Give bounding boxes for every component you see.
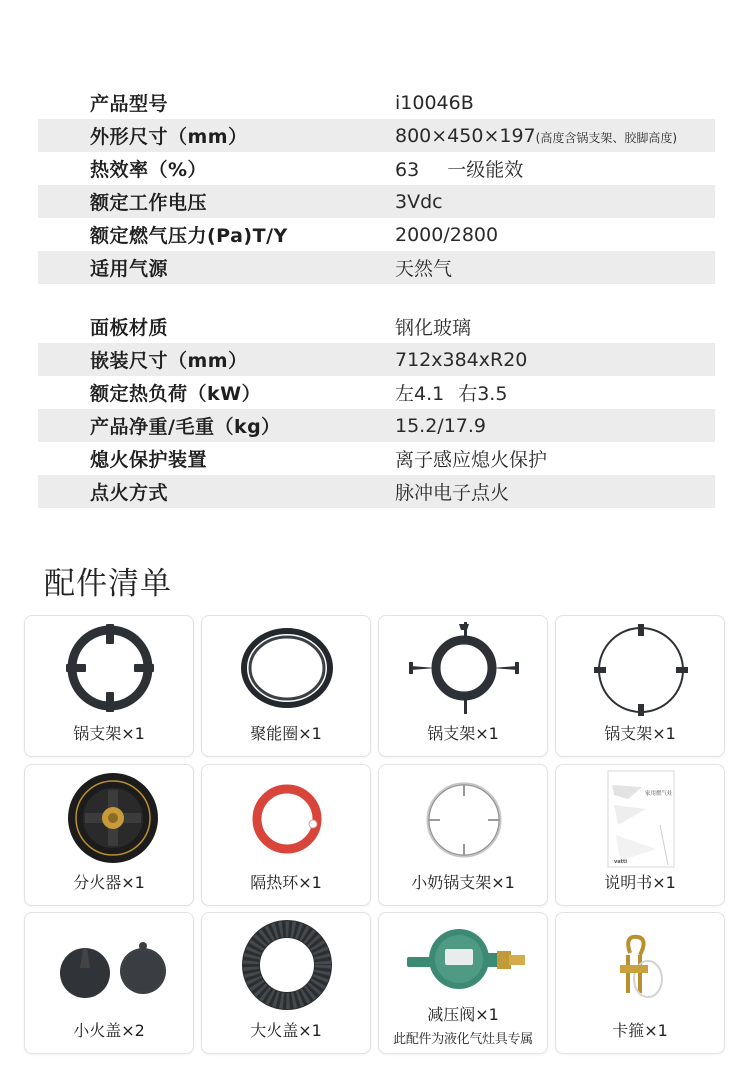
spec-label: 额定热负荷（kW） [90,383,262,405]
spec-row-gas-pressure [38,218,715,251]
accessory-label [379,1002,547,1047]
spec-value: 712x384xR20 [395,348,528,371]
spec-value [395,379,507,406]
accessory-label: 锅支架×1 [604,724,676,743]
accessory-label: 聚能圈×1 [250,724,322,743]
heat-ring-icon [202,765,372,875]
accessory-label: 说明书×1 [604,873,676,892]
spec-label: 外形尺寸（mm） [90,126,248,148]
accessory-label: 大火盖×1 [250,1021,322,1040]
accessory-card-hose-clamp [555,912,725,1054]
spec-label: 热效率（%） [90,159,208,181]
accessory-card-pressure-valve [378,912,548,1054]
accessory-label: 隔热环×1 [250,873,322,892]
accessory-card-heat-ring [201,764,371,906]
spec-label: 面板材质 [90,317,169,339]
spec-value: 2000/2800 [395,223,499,246]
accessory-label: 小火盖×2 [73,1021,145,1040]
spec-value: i10046B [395,91,474,114]
spec-label: 嵌装尺寸（mm） [90,350,248,372]
pot-support-icon [25,616,195,726]
spec-row-panel-material [38,310,715,343]
spec-value-secondary: 右3.5 [458,383,508,405]
spec-row-model [38,86,715,119]
spec-row-ignition [38,475,715,508]
spec-label: 产品净重/毛重（kg） [90,416,281,438]
spec-value-main: 63 [395,159,420,181]
spec-label: 额定工作电压 [90,192,208,214]
accessory-label: 锅支架×1 [73,724,145,743]
spec-row-cutout-size [38,343,715,376]
milk-pot-support-icon [379,765,549,875]
spec-value: 15.2/17.9 [395,414,487,437]
hose-clamp-icon [556,913,726,1023]
burner-icon [25,765,195,875]
accessory-label-note: 此配件为液化气灶具专属 [393,1032,533,1047]
spec-row-dimensions [38,119,715,152]
spec-value-secondary: 一级能效 [447,159,524,181]
small-cap-icon [25,913,195,1023]
spec-value [395,155,523,182]
spec-value: 离子感应熄火保护 [395,449,548,471]
large-cap-icon [202,913,372,1023]
spec-label: 额定燃气压力(Pa)T/Y [90,225,288,247]
accessory-card-pot-support-claw [378,615,548,757]
spec-value: 钢化玻璃 [395,317,472,339]
spec-value-main: 左4.1 [395,383,445,405]
accessory-label: 分火器×1 [73,873,145,892]
spec-label: 适用气源 [90,258,169,280]
spec-row-voltage [38,185,715,218]
accessory-card-energy-ring [201,615,371,757]
spec-value-main: 800×450×197 [395,124,536,147]
accessory-label: 卡箍×1 [612,1021,668,1040]
spec-row-efficiency [38,152,715,185]
accessory-card-large-cap [201,912,371,1054]
spec-table-detail [38,310,715,508]
accessory-card-pot-support [24,615,194,757]
accessory-label: 锅支架×1 [427,724,499,743]
accessories-title: 配件清单 [44,566,172,602]
spec-row-flameout-protection [38,442,715,475]
manual-cover-text: 家用燃气灶 [645,791,673,797]
spec-row-heat-load [38,376,715,409]
manual-icon [556,765,726,875]
spec-row-gas-source [38,251,715,284]
accessory-card-pot-support-wire [555,615,725,757]
accessory-card-burner [24,764,194,906]
spec-value [395,125,677,147]
spec-value: 3Vdc [395,190,443,213]
accessory-card-milk-pot-support [378,764,548,906]
spec-label: 产品型号 [90,93,169,115]
spec-value-note: (高度含锅支架、胶脚高度) [535,130,678,145]
energy-ring-icon [202,616,372,726]
spec-row-weight [38,409,715,442]
spec-value: 天然气 [395,258,453,280]
accessory-card-small-cap [24,912,194,1054]
pot-support-claw-icon [379,616,549,726]
accessory-card-manual [555,764,725,906]
spec-value: 脉冲电子点火 [395,482,510,504]
accessory-label-main: 减压阀×1 [427,1005,499,1024]
spec-label: 熄火保护装置 [90,449,208,471]
spec-label: 点火方式 [90,482,169,504]
manual-brand-text: vatti [614,859,628,865]
pot-support-wire-icon [556,616,726,726]
spec-table-basic [38,86,715,284]
accessory-label: 小奶锅支架×1 [411,873,515,892]
